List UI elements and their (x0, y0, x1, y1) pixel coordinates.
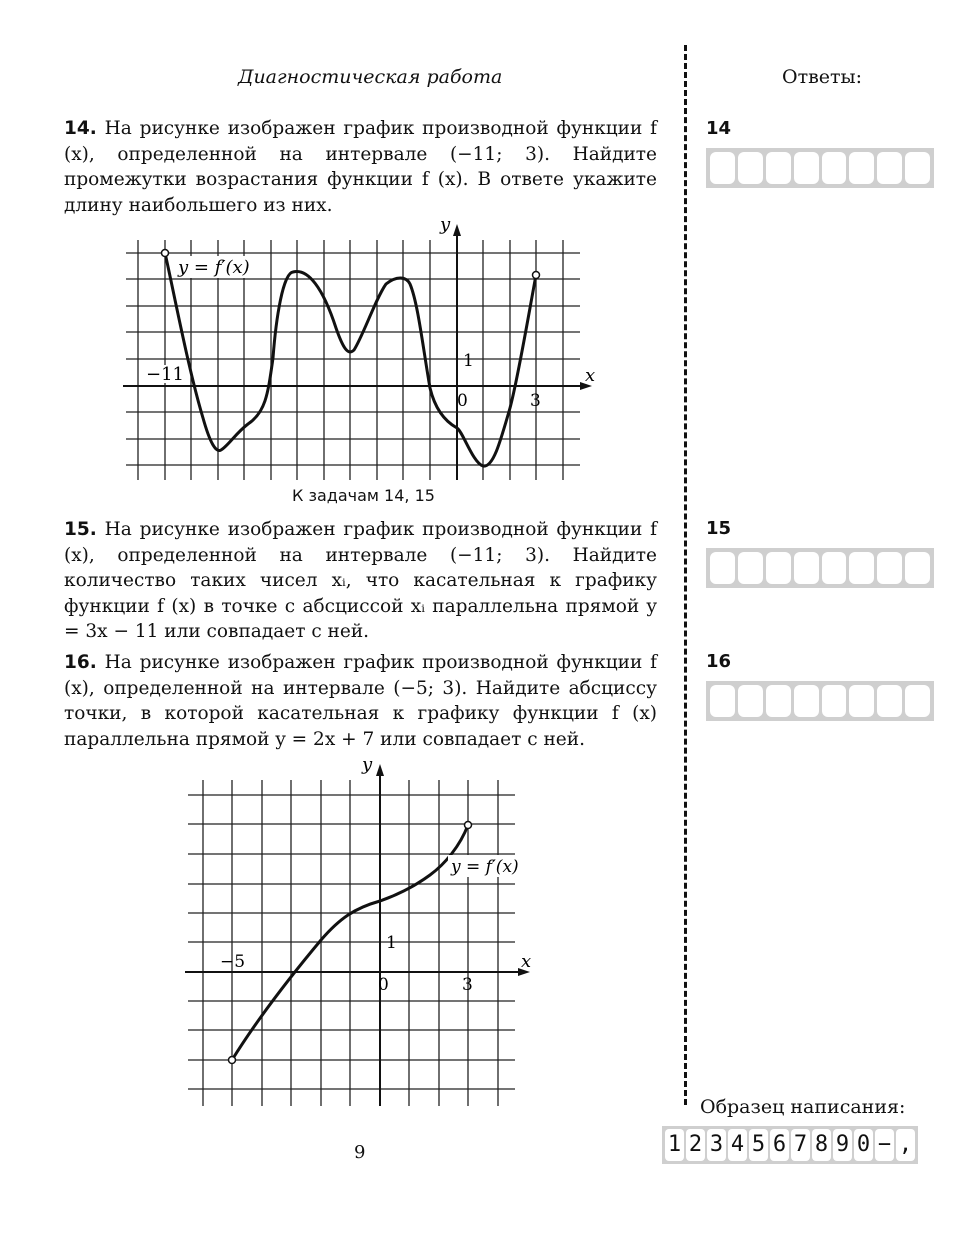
sample-char: 8 (812, 1129, 831, 1161)
sample-char: 6 (770, 1129, 789, 1161)
sample-char: 0 (854, 1129, 873, 1161)
function-label: y = f′(x) (178, 257, 250, 278)
problem-number: 14. (64, 118, 97, 139)
y-axis-label: y (362, 758, 373, 775)
problem-16 (64, 650, 657, 752)
open-endpoint-right (465, 822, 472, 829)
answers-title: Ответы: (782, 66, 863, 88)
problem-number: 15. (64, 519, 97, 540)
problem-15 (64, 517, 657, 645)
problem-14 (64, 116, 657, 218)
x-axis-label: x (521, 951, 532, 972)
problem-number: 16. (64, 652, 97, 673)
x-axis-label: x (585, 365, 596, 386)
answer-field-15[interactable] (706, 548, 934, 588)
sample-char: − (875, 1129, 894, 1161)
derivative-graph-1 (118, 218, 598, 483)
derivative-graph-2 (180, 758, 540, 1108)
problem-text: На рисунке изображен график производной функции f (x), определенной на интервале (−11; 3). Найдите количество таких чисел xᵢ, что касательная к графику функции f (x) в точке с абсциссой xᵢ параллельна прямой y = 3x − 11 или совпадает с ней. (64, 519, 657, 642)
problem-text: На рисунке изображен график производной функции f (x), определенной на интервале (−5; 3). Найдите абсциссу точки, в которой касательная к графику функции f (x) параллельна прямой y = 2x + 7 или совпадает с ней. (64, 652, 657, 750)
sample-char: 4 (728, 1129, 747, 1161)
sample-char: 9 (833, 1129, 852, 1161)
sample-char: , (896, 1129, 915, 1161)
y-axis-label: y (440, 218, 451, 235)
tick-label-left: −5 (220, 952, 246, 972)
tick-label-origin: 0 (457, 391, 468, 411)
answer-label-15: 15 (706, 518, 732, 539)
sample-char: 1 (665, 1129, 684, 1161)
sample-title: Образец написания: (700, 1096, 906, 1118)
tick-label-one: 1 (463, 351, 474, 371)
sample-char: 2 (686, 1129, 705, 1161)
answer-label-16: 16 (706, 651, 732, 672)
answer-label-14: 14 (706, 118, 732, 139)
tick-label-origin: 0 (378, 975, 389, 995)
open-endpoint-left (162, 250, 169, 257)
tick-label-right: 3 (530, 391, 541, 411)
answer-field-16[interactable] (706, 681, 934, 721)
sample-char: 5 (749, 1129, 768, 1161)
sample-digits (662, 1126, 918, 1164)
open-endpoint-left (229, 1057, 236, 1064)
figure-caption: К задачам 14, 15 (292, 486, 435, 505)
header-title: Диагностическая работа (238, 66, 503, 88)
problem-text: На рисунке изображен график производной функции f (x), определенной на интервале (−11; 3). Найдите промежутки возрастания функции f (x). В ответе укажите длину наибольшего из них. (64, 118, 657, 216)
answer-field-14[interactable] (706, 148, 934, 188)
sample-char: 7 (791, 1129, 810, 1161)
sample-char: 3 (707, 1129, 726, 1161)
open-endpoint-right (533, 272, 540, 279)
page-divider (684, 45, 687, 1105)
tick-label-left: −11 (146, 364, 184, 385)
page-number: 9 (354, 1142, 366, 1163)
function-label: y = f′(x) (451, 857, 519, 877)
y-axis-arrow-icon (376, 764, 384, 776)
tick-label-one: 1 (386, 933, 397, 953)
y-axis-arrow-icon (453, 224, 461, 236)
tick-label-right: 3 (462, 975, 473, 995)
